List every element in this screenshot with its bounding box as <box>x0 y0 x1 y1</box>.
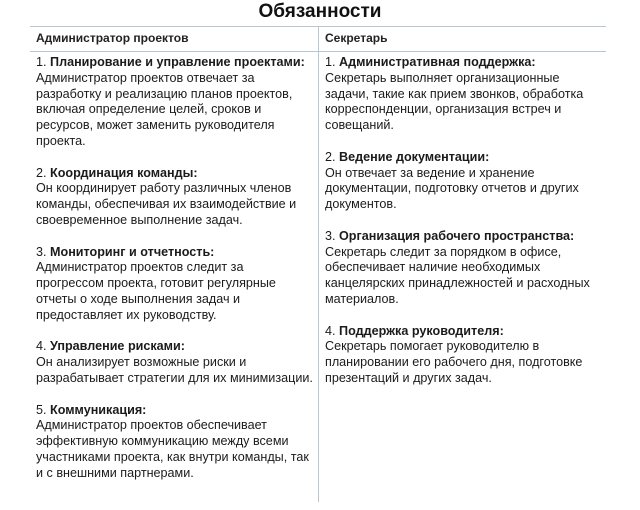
item-text: Он координирует работу различных членов команды, обеспечивая их взаимодействие и своевременное выполнение задач. <box>36 181 297 227</box>
list-item <box>36 403 314 482</box>
item-text: Администратор проектов следит за прогрессом проекта, готовит регулярные отчеты о ходе выполнения задач и предоставляет их руководству. <box>36 260 276 322</box>
item-heading: Коммуникация: <box>50 402 147 417</box>
item-text: Он отвечает за ведение и хранение документации, подготовку отчетов и других документов. <box>325 165 579 212</box>
item-number: 3. <box>36 244 47 259</box>
item-number: 5. <box>36 402 47 417</box>
responsibilities-table <box>30 26 606 502</box>
item-heading: Поддержка руководителя: <box>339 323 504 338</box>
item-number: 1. <box>325 55 336 69</box>
item-text: Он анализирует возможные риски и разрабатывает стратегии для их минимизации. <box>36 355 313 385</box>
item-number: 4. <box>325 323 336 338</box>
item-number: 1. <box>36 55 47 69</box>
list-item <box>36 339 314 386</box>
table-column-divider <box>318 26 319 502</box>
item-heading: Организация рабочего пространства: <box>339 228 575 243</box>
item-text: Администратор проектов отвечает за разработку и реализацию планов проектов, включая определение целей, сроков и ресурсов, может заменить руководителя проекта. <box>36 70 293 148</box>
item-number: 4. <box>36 339 47 354</box>
page-title: Обязанности <box>258 1 382 22</box>
item-heading: Планирование и управление проектами: <box>50 55 305 69</box>
list-item <box>325 150 603 213</box>
item-number: 2. <box>325 149 336 164</box>
item-heading: Административная поддержка: <box>339 55 536 69</box>
list-item <box>36 245 314 324</box>
item-heading: Мониторинг и отчетность: <box>50 244 215 259</box>
item-heading: Управление рисками: <box>50 339 185 354</box>
list-item <box>36 55 314 150</box>
item-text: Секретарь следит за порядком в офисе, обеспечивает наличие необходимых канцелярских принадлежностей и расходных материалов. <box>325 244 590 306</box>
column-project-admin <box>36 51 314 502</box>
item-heading: Ведение документации: <box>339 149 490 164</box>
list-item <box>36 166 314 229</box>
item-text: Секретарь помогает руководителю в планировании его рабочего дня, подготовке презентаций и других задач. <box>325 339 583 385</box>
column-header-project-admin: Администратор проектов <box>36 31 189 45</box>
column-header-secretary: Секретарь <box>325 31 388 45</box>
list-item <box>325 324 603 387</box>
item-number: 2. <box>36 165 47 180</box>
list-item <box>325 55 603 134</box>
item-text: Администратор проектов обеспечивает эффективную коммуникацию между всеми участниками проекта, как внутри команды, так и с внешними партнерами. <box>36 418 309 480</box>
item-number: 3. <box>325 228 336 243</box>
item-text: Секретарь выполняет организационные задачи, такие как прием звонков, обработка корреспонденции, организация встреч и совещаний. <box>325 70 584 133</box>
list-item <box>325 229 603 308</box>
column-secretary <box>325 51 603 502</box>
item-heading: Координация команды: <box>50 165 198 180</box>
